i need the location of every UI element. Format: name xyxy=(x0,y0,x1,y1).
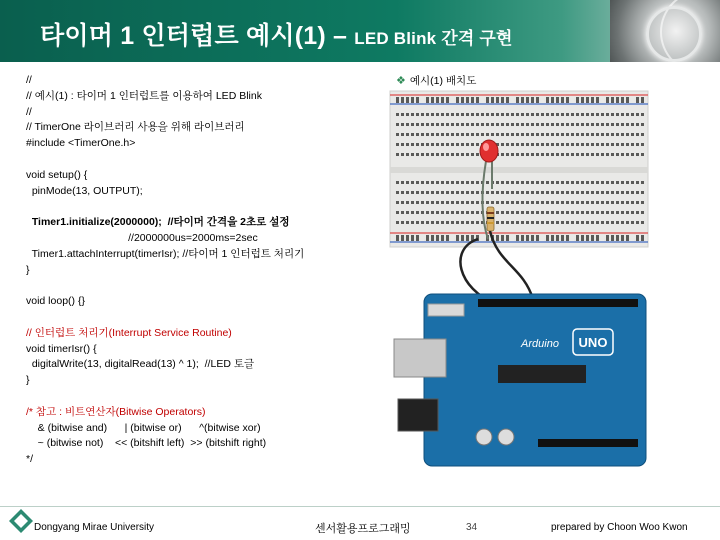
code-line: */ xyxy=(26,453,34,466)
code-line: void timerIsr() { xyxy=(26,342,97,355)
code-line: void setup() { xyxy=(26,168,88,181)
code-line: // TimerOne 라이브러리 사용을 위해 라이브러리 xyxy=(26,121,245,134)
code-line: // xyxy=(26,74,32,86)
slide-title xyxy=(40,16,513,52)
code-line: //2000000us=2000ms=2sec xyxy=(26,231,258,244)
board-text-label: Arduino xyxy=(521,338,559,350)
reset-button xyxy=(428,304,464,316)
code-line: // 예시(1) : 타이머 1 인터럽트를 이용하여 LED Blink xyxy=(26,89,262,102)
title-main: 타이머 1 인터럽트 예시(1) – xyxy=(40,22,355,50)
code-line xyxy=(26,310,382,326)
code-line: Timer1.attachInterrupt(timerIsr); //타이머 1 인터럽트 처리기 xyxy=(26,247,305,260)
code-line: void loop() {} xyxy=(26,295,85,308)
footer-divider xyxy=(0,506,720,507)
wiring-diagram-svg xyxy=(388,89,650,469)
footer-author: prepared by Choon Woo Kwon xyxy=(551,522,688,533)
code-line: // 인터럽트 처리기(Interrupt Service Routine) xyxy=(26,326,232,339)
diagram-label: ❖ 예시(1) 배치도 xyxy=(396,75,477,87)
code-line: // xyxy=(26,105,32,118)
footer-course: 센서활용프로그래밍 xyxy=(315,523,411,535)
code-line: } xyxy=(26,374,30,387)
code-line: } xyxy=(26,263,30,276)
footer-university: Dongyang Mirae University xyxy=(34,522,155,533)
led xyxy=(480,140,498,162)
header-logo-image xyxy=(610,0,720,62)
code-line: #include <TimerOne.h> xyxy=(26,137,136,150)
code-line xyxy=(26,152,382,168)
atmega-chip xyxy=(498,365,586,383)
code-line: pinMode(13, OUTPUT); xyxy=(26,184,143,197)
code-line xyxy=(26,389,382,405)
code-line: digitalWrite(13, digitalRead(13) ^ 1); //LED 토글 xyxy=(26,358,255,371)
wiring-diagram xyxy=(388,89,650,469)
bullet-diamond-icon: ❖ xyxy=(396,75,406,87)
power-jack xyxy=(398,399,438,431)
code-block xyxy=(26,73,382,468)
footer-logo-icon xyxy=(8,508,34,534)
usb-port xyxy=(394,339,446,377)
code-line xyxy=(26,278,382,294)
title-sub: LED Blink 간격 구현 xyxy=(354,29,513,48)
slide-header xyxy=(0,0,720,62)
code-line: & (bitwise and) | (bitwise or) ^(bitwise xor) xyxy=(26,421,261,434)
footer-page-number: 34 xyxy=(466,522,478,533)
code-line: ~ (bitwise not) << (bitshift left) >> (bitshift right) xyxy=(26,437,267,450)
code-line: /* 참고 : 비트연산자(Bitwise Operators) xyxy=(26,405,206,418)
board-brand-label: UNO xyxy=(578,335,608,350)
code-line xyxy=(26,199,382,215)
code-line: Timer1.initialize(2000000); //타이머 간격을 2초로 설정 xyxy=(26,216,290,229)
